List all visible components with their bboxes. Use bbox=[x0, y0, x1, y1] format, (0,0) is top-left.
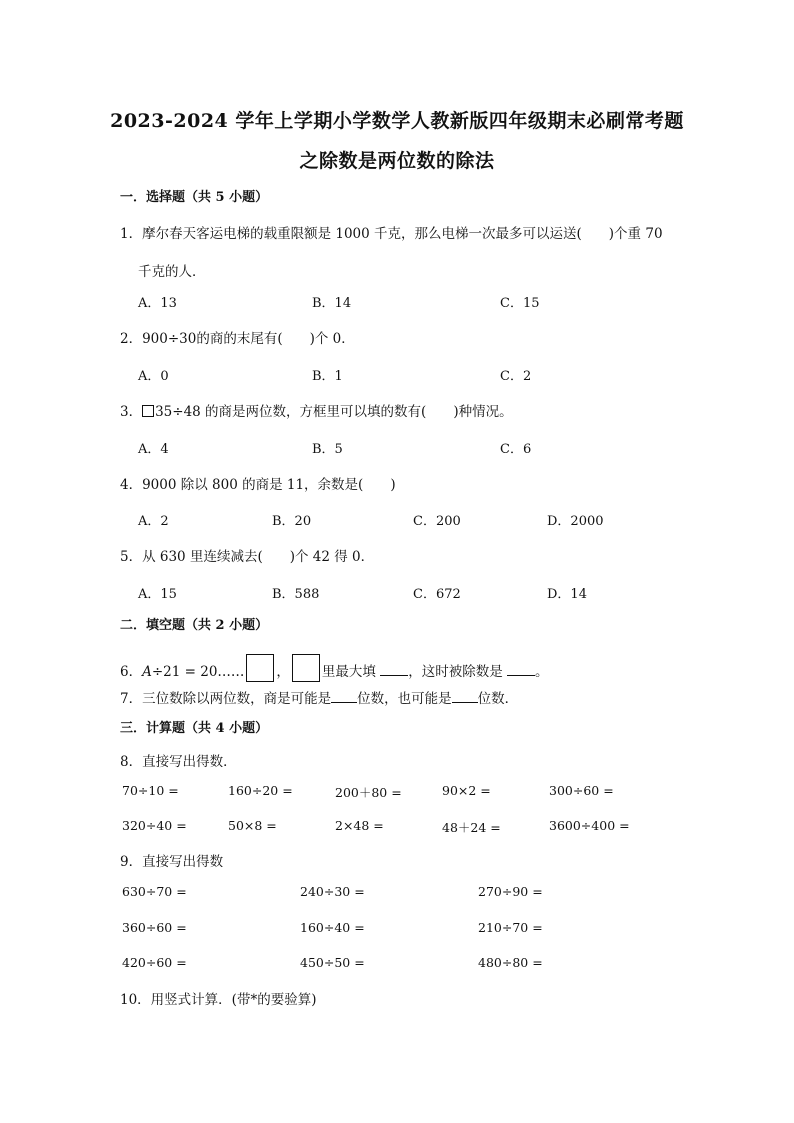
q9-cell: 240÷30 = bbox=[300, 884, 365, 899]
question-4-option-b: B．20 bbox=[272, 514, 312, 529]
question-6-expression: ÷21 = 20…… bbox=[151, 664, 245, 680]
q8-cell: 50×8 = bbox=[228, 818, 277, 833]
question-4-option-d: D．2000 bbox=[547, 514, 604, 529]
q8-cell: 3600÷400 = bbox=[549, 818, 630, 833]
answer-blank-2[interactable] bbox=[452, 701, 478, 703]
answer-blank-dividend[interactable] bbox=[507, 674, 535, 676]
blank-square-icon bbox=[142, 405, 154, 417]
question-6-mid2: ，这时被除数是 bbox=[408, 664, 503, 680]
question-7-part-b: 位数，也可能是 bbox=[357, 691, 452, 707]
question-3 bbox=[120, 400, 513, 420]
section-heading-fill: 二．填空题（共 2 小题） bbox=[120, 618, 269, 633]
question-6 bbox=[120, 654, 549, 682]
question-2-option-c: C．2 bbox=[500, 369, 532, 384]
answer-box-remainder[interactable] bbox=[246, 654, 274, 682]
question-1-option-c: C．15 bbox=[500, 296, 540, 311]
answer-box-repeat[interactable] bbox=[292, 654, 320, 682]
q8-cell: 2×48 = bbox=[335, 818, 384, 833]
q8-cell: 90×2 = bbox=[442, 783, 491, 798]
question-10-title: 10．用竖式计算．(带*的要验算) bbox=[120, 992, 317, 1008]
q8-cell: 48＋24 = bbox=[442, 820, 501, 835]
answer-blank-max[interactable] bbox=[380, 674, 408, 676]
q9-cell: 630÷70 = bbox=[122, 884, 187, 899]
question-2-text: 2．900÷30的商的末尾有( )个 0． bbox=[120, 331, 355, 347]
section-heading-calc: 三．计算题（共 4 小题） bbox=[120, 721, 269, 736]
q9-cell: 270÷90 = bbox=[478, 884, 543, 899]
q9-cell: 480÷80 = bbox=[478, 955, 543, 970]
question-4-option-c: C．200 bbox=[413, 514, 461, 529]
question-5-option-b: B．588 bbox=[272, 587, 320, 602]
question-1-option-b: B．14 bbox=[312, 296, 352, 311]
question-3-option-c: C．6 bbox=[500, 442, 532, 457]
question-3-option-b: B．5 bbox=[312, 442, 343, 457]
question-1-text-cont: 千克的人． bbox=[138, 264, 206, 280]
q8-cell: 160÷20 = bbox=[228, 783, 293, 798]
question-5-text: 5．从 630 里连续减去( )个 42 得 0． bbox=[120, 549, 375, 565]
question-6-number: 6． bbox=[120, 664, 143, 680]
document-title-line2: 之除数是两位数的除法 bbox=[299, 150, 495, 172]
question-6-variable: A bbox=[142, 664, 152, 680]
question-6-comma: ， bbox=[276, 664, 290, 680]
question-5-option-a: A．15 bbox=[138, 587, 177, 602]
question-2-option-b: B．1 bbox=[312, 369, 343, 384]
question-3-text: 35÷48 的商是两位数，方框里可以填的数有( )种情况。 bbox=[155, 404, 513, 420]
question-7 bbox=[120, 687, 518, 707]
question-7-part-c: 位数． bbox=[477, 691, 519, 707]
q9-cell: 450÷50 = bbox=[300, 955, 365, 970]
question-1-option-a: A．13 bbox=[138, 296, 177, 311]
q8-cell: 300÷60 = bbox=[549, 783, 614, 798]
question-3-option-a: A．4 bbox=[138, 442, 169, 457]
answer-blank-1[interactable] bbox=[331, 701, 357, 703]
q9-cell: 360÷60 = bbox=[122, 920, 187, 935]
q9-cell: 210÷70 = bbox=[478, 920, 543, 935]
q9-cell: 160÷40 = bbox=[300, 920, 365, 935]
section-heading-choice: 一．选择题（共 5 小题） bbox=[120, 190, 269, 205]
question-3-number: 3． bbox=[120, 404, 143, 420]
q9-cell: 420÷60 = bbox=[122, 955, 187, 970]
question-1-text: 1．摩尔春天客运电梯的载重限额是 1000 千克，那么电梯一次最多可以运送( )个重 70 bbox=[120, 226, 663, 242]
document-title-line1: 2023-2024 学年上学期小学数学人教新版四年级期末必刷常考题 bbox=[110, 110, 684, 132]
question-6-end: 。 bbox=[535, 664, 549, 680]
question-5-option-c: C．672 bbox=[413, 587, 461, 602]
question-6-mid: 里最大填 bbox=[321, 664, 376, 680]
question-8-title: 8．直接写出得数． bbox=[120, 754, 237, 770]
question-4-text: 4．9000 除以 800 的商是 11，余数是( ) bbox=[120, 477, 396, 493]
q8-cell: 70÷10 = bbox=[122, 783, 179, 798]
question-9-title: 9．直接写出得数 bbox=[120, 854, 224, 870]
question-4-option-a: A．2 bbox=[138, 514, 169, 529]
q8-cell: 320÷40 = bbox=[122, 818, 187, 833]
question-2-option-a: A．0 bbox=[138, 369, 169, 384]
q8-cell: 200＋80 = bbox=[335, 785, 402, 800]
question-5-option-d: D．14 bbox=[547, 587, 587, 602]
question-7-part-a: 7．三位数除以两位数，商是可能是 bbox=[120, 691, 332, 707]
